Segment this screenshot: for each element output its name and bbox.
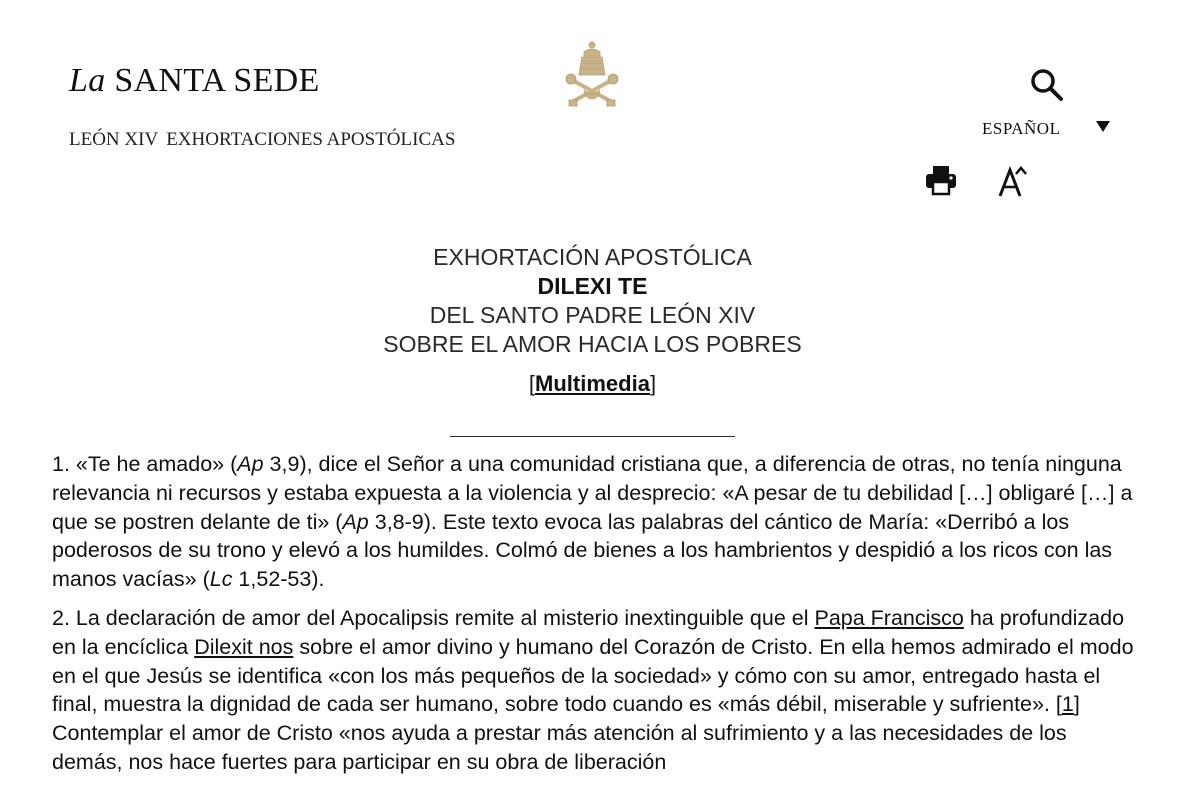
- document-subject-line: SOBRE EL AMOR HACIA LOS POBRES: [383, 331, 802, 357]
- document-body: [52, 450, 1137, 787]
- separator-line: [450, 436, 735, 437]
- text: 2. La declaración de amor del Apocalipsis remite al misterio inextinguible que el: [52, 605, 815, 630]
- text: sobre el amor divino y humano del Corazón de Cristo. En ella hemos admirado el modo en el que Jesús se identifica «con los más pequeños de la sociedad» y cómo con su amor, entregado hasta el final, muestra la dignidad de cada ser humano, sobre todo cuando es «más débil, miserable y sufriente». [: [52, 634, 1134, 717]
- language-label: ESPAÑOL: [982, 119, 1061, 138]
- bible-ref: Lc: [209, 567, 233, 592]
- search-icon[interactable]: [1028, 66, 1064, 102]
- bible-ref: Ap: [237, 452, 264, 476]
- text: ha profundizado en la encíclica: [52, 605, 1125, 659]
- footnote-link[interactable]: 1: [1061, 692, 1074, 717]
- document-title: DILEXI TE: [537, 273, 648, 299]
- logo-prefix: La: [69, 62, 106, 99]
- language-select[interactable]: [982, 119, 1060, 139]
- link-papa-francisco[interactable]: Papa Francisco: [814, 605, 964, 630]
- bracket-open: [: [528, 371, 536, 396]
- link-dilexit-nos[interactable]: Dilexit nos: [194, 634, 294, 659]
- document-kicker: EXHORTACIÓN APOSTÓLICA: [433, 244, 752, 270]
- print-icon[interactable]: [924, 164, 958, 196]
- logo-main: SANTA SEDE: [114, 62, 320, 99]
- multimedia-block: [0, 371, 1185, 397]
- bracket-close: ]: [649, 371, 657, 396]
- site-logo[interactable]: [69, 62, 320, 100]
- text: 1,52-53).: [232, 567, 325, 592]
- text: 3,8-9). Este texto evoca las palabras del cántico de María: «Derribó a los poderosos de su trono y elevó a los humildes. Colmó de bienes a los hambrientos y despidió a los ricos con las manos vacías» (: [52, 509, 1113, 592]
- document-author-line: DEL SANTO PADRE LEÓN XIV: [429, 302, 756, 328]
- breadcrumb-item-exhortations[interactable]: EXHORTACIONES APOSTÓLICAS: [166, 129, 456, 150]
- papal-emblem-icon[interactable]: [562, 40, 622, 112]
- document-heading: [0, 243, 1185, 359]
- paragraph-2: [52, 604, 1137, 777]
- multimedia-link[interactable]: Multimedia: [535, 371, 650, 396]
- text: ] Contemplar el amor de Cristo «nos ayuda a prestar más atención al sufrimiento y a las necesidades de los demás, nos hace fuertes para participar en su obra de liberación: [52, 692, 1080, 774]
- breadcrumb: [69, 129, 455, 151]
- paragraph-1: [52, 450, 1137, 594]
- bible-ref: Ap: [342, 509, 369, 534]
- text: 1. «Te he amado» (: [52, 452, 238, 476]
- font-size-icon[interactable]: [996, 164, 1030, 198]
- breadcrumb-item-pope[interactable]: LEÓN XIV: [69, 129, 159, 150]
- text: 3,9), dice el Señor a una comunidad cristiana que, a diferencia de otras, no tenía ninguna relevancia ni recursos y estaba expuesta a la violencia y al desprecio: «A pesar de tu debilidad […] obligaré […] a que se postren delante de ti» (: [52, 452, 1133, 534]
- dropdown-arrow-icon[interactable]: [1096, 121, 1110, 132]
